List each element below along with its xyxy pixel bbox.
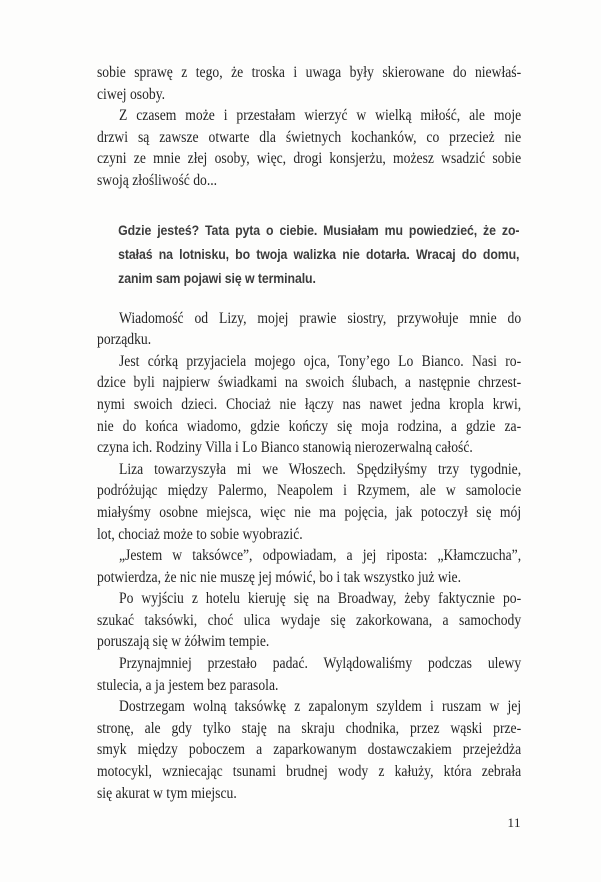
text-line: Gdzie jesteś? Tata pyta o ciebie. Musiałam mu powiedzieć, że zo- <box>118 221 520 238</box>
text-line: stałaś na lotnisku, bo twoja walizka nie dotarła. Wracaj do domu, <box>118 245 520 262</box>
text-line: podróżując między Palermo, Neapolem i Rzymem, ale w samolocie <box>97 482 522 500</box>
text-line: Liza towarzyszyła mi we Włoszech. Spędziłyśmy trzy tygodnie, <box>119 460 522 478</box>
text-block <box>97 62 521 804</box>
text-line: potwierdza, że nic nie muszę jej mówić, bo i tak wszystko już wie. <box>97 568 462 586</box>
text-line: nymi swoich dzieci. Chociaż nie łączy nas nawet jedna kropla krwi, <box>97 395 522 413</box>
text-line: nie do końca wiadomo, gdzie kończy się moja rodzina, a gdzie za- <box>97 417 522 435</box>
text-line: poruszają się w żółwim tempie. <box>97 633 270 651</box>
text-line: Dostrzegam wolną taksówkę z zapalonym szyldem i ruszam w jej <box>119 698 522 716</box>
text-line: Po wyjściu z hotelu kieruję się na Broadway, żeby faktycznie po- <box>119 590 522 608</box>
paragraph-8 <box>97 653 521 696</box>
paragraph-3 <box>97 308 521 351</box>
text-line: motocykl, wzniecając tsunami brudnej wody z kałuży, która zebrała <box>97 763 522 781</box>
paragraph-4 <box>97 351 521 459</box>
text-line: ciwej osoby. <box>97 85 166 103</box>
text-line: miałyśmy osobne miejsca, więc nie ma pojęcia, jak potoczył się mój <box>97 503 522 521</box>
paragraph-5 <box>97 459 521 545</box>
text-line: czyna ich. Rodziny Villa i Lo Bianco stanowią nierozerwalną całość. <box>97 439 473 457</box>
text-line: dzice byli najpierw świadkami na swoich ślubach, a następnie chrzest- <box>97 374 522 392</box>
text-line: sobie sprawę z tego, że troska i uwaga były skierowane do niewłaś- <box>97 64 522 81</box>
page-number: 11 <box>507 815 521 830</box>
text-line: Z czasem może i przestałam wierzyć w wielką miłość, ale moje <box>119 107 522 125</box>
text-line: Jest córką przyjaciela mojego ojca, Tony’ego Lo Bianco. Nasi ro- <box>119 352 522 370</box>
text-line: szukać taksówki, choć ulica wydaje się zakorkowana, a samochody <box>97 611 522 629</box>
paragraph-1 <box>97 62 521 105</box>
text-line: lot, chociaż może to sobie wyobrazić. <box>97 525 303 543</box>
paragraph-9 <box>97 696 521 804</box>
sms-message <box>118 218 519 290</box>
text-line: swoją złośliwość do... <box>97 171 218 189</box>
text-line: zanim sam pojawi się w terminalu. <box>118 269 316 286</box>
text-line: drzwi są zawsze otwarte dla świetnych kochanków, co przecież nie <box>97 128 522 146</box>
paragraph-6 <box>97 545 521 588</box>
text-line: Wiadomość od Lizy, mojej prawie siostry, przywołuje mnie do <box>119 309 522 327</box>
text-line: stulecia, a ja jestem bez parasola. <box>97 676 279 694</box>
text-line: stronę, ale gdy tylko staję na skraju chodnika, przez wąski prze- <box>97 719 522 737</box>
text-line: „Jestem w taksówce”, odpowiadam, a jej riposta: „Kłamczucha”, <box>119 547 522 565</box>
text-line: porządku. <box>97 331 152 349</box>
text-line: smyk między poboczem a zaparkowanym dostawczakiem przejeżdża <box>97 741 522 759</box>
text-line: się akurat w tym miejscu. <box>97 784 237 802</box>
paragraph-2 <box>97 105 521 191</box>
text-line: czyni ze mnie złej osoby, więc, drogi konsjerżu, możesz wsadzić sobie <box>97 150 522 168</box>
text-line: Przynajmniej przestało padać. Wylądowaliśmy podczas ulewy <box>119 655 522 673</box>
paragraph-7 <box>97 588 521 653</box>
